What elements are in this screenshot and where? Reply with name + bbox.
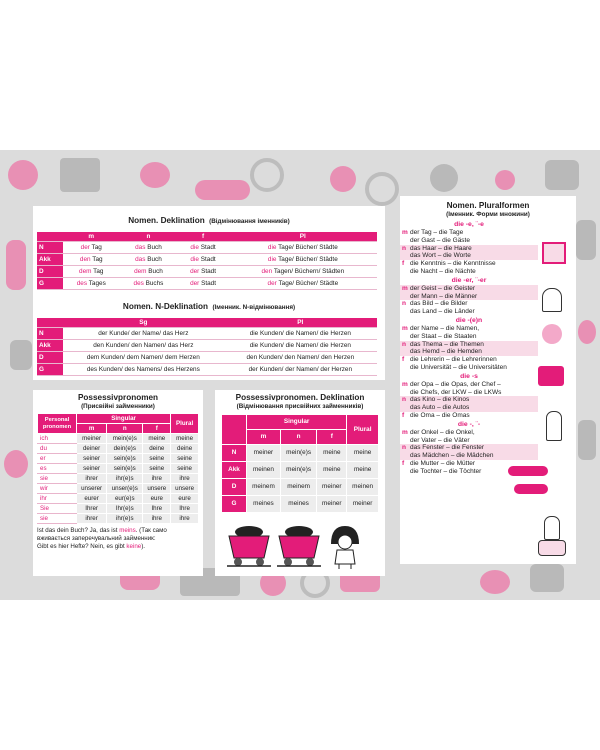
table-row bbox=[37, 328, 377, 340]
ghost-icon bbox=[542, 288, 562, 312]
plural-example: die Nacht – die Nächte bbox=[410, 267, 476, 275]
article: das bbox=[135, 243, 146, 251]
noun-decl-subtitle: (Відмінювання іменників) bbox=[209, 218, 290, 225]
table-cell: meines bbox=[280, 496, 316, 513]
table-row bbox=[38, 444, 199, 454]
noun: Stadt bbox=[199, 279, 217, 287]
table-cell bbox=[229, 254, 377, 266]
plural-row bbox=[400, 412, 538, 420]
plural-example: die Lehrerin – die Lehrerinnen bbox=[410, 356, 497, 364]
article: den bbox=[261, 267, 273, 275]
plural-example: die Tochter – die Töchter bbox=[410, 467, 482, 475]
poss-note: Ist das dein Buch? Ja, das ist meins. (Так само вживається заперечувальний займенник: Gibt es hier Hefte? Nein, es gibt keine). bbox=[37, 527, 167, 550]
plural-example: die Chefs, der LKW – die LKWs bbox=[410, 388, 502, 396]
col-header: f bbox=[177, 232, 228, 242]
table-cell: meine bbox=[317, 462, 347, 479]
noun-decl-title: Nomen. Deklination bbox=[128, 216, 205, 225]
case-label: N bbox=[37, 242, 63, 254]
table-row bbox=[38, 434, 199, 444]
article: der bbox=[80, 243, 90, 251]
table-cell: meiner bbox=[347, 496, 379, 513]
table-cell: sein(e)s bbox=[107, 464, 143, 474]
noun: Tages bbox=[87, 279, 106, 287]
table-row bbox=[37, 242, 377, 254]
table-cell: meiner bbox=[317, 479, 347, 496]
article: der bbox=[267, 279, 277, 287]
table-cell bbox=[120, 254, 178, 266]
col-header: Plural bbox=[171, 414, 199, 434]
noun: Buch bbox=[146, 267, 163, 275]
table-row bbox=[222, 496, 379, 513]
table-cell: ihr(e)s bbox=[107, 474, 143, 484]
decorative-shape bbox=[4, 450, 28, 478]
girl-icon bbox=[544, 516, 560, 540]
cart-icon bbox=[227, 526, 271, 566]
plural-row bbox=[400, 300, 538, 316]
plural-example: die Oma – die Omas bbox=[410, 411, 470, 419]
plural-row bbox=[400, 429, 538, 445]
table-cell bbox=[63, 278, 120, 290]
table-cell: unsere bbox=[171, 484, 199, 494]
table-row bbox=[222, 462, 379, 479]
article: die bbox=[190, 243, 199, 251]
person-icon bbox=[546, 411, 562, 441]
plural-example: das Auto – die Autos bbox=[410, 404, 470, 412]
plural-group-heading: die -e, ¨-e bbox=[454, 221, 484, 228]
col-header: Plural bbox=[347, 415, 379, 445]
table-cell bbox=[120, 278, 178, 290]
table-row bbox=[38, 464, 199, 474]
table-cell: den Kunden/ den Namen/ den Herzen bbox=[224, 352, 377, 364]
case-label: Akk bbox=[37, 340, 63, 352]
table-cell: ihr(e)s bbox=[107, 514, 143, 524]
plural-forms-panel bbox=[400, 196, 576, 564]
miner-icon bbox=[331, 526, 359, 569]
table-cell: unserer bbox=[77, 484, 107, 494]
noun: Tag bbox=[89, 243, 102, 251]
table-cell: meinem bbox=[247, 479, 281, 496]
plural-row bbox=[400, 444, 538, 460]
table-cell: deine bbox=[171, 444, 199, 454]
table-cell: eurer bbox=[77, 494, 107, 504]
case-label: N bbox=[37, 328, 63, 340]
noun: Buchs bbox=[143, 279, 164, 287]
table-cell: seine bbox=[171, 454, 199, 464]
plural-example: das Hemd – die Hemden bbox=[410, 348, 482, 356]
plural-example: das Wort – die Worte bbox=[410, 252, 471, 260]
decorative-shape bbox=[430, 164, 458, 192]
gender-label: n bbox=[402, 244, 406, 252]
case-label: D bbox=[222, 479, 247, 496]
article: der bbox=[190, 267, 200, 275]
noun: Tage/ Bücher/ Städte bbox=[276, 255, 338, 263]
plural-group-heading: die -s bbox=[460, 372, 478, 380]
table-cell: meinen bbox=[247, 462, 281, 479]
table-cell: seine bbox=[143, 454, 171, 464]
personal-pronoun: du bbox=[38, 444, 77, 454]
n-decl-subtitle: (Іменник. N-відмінювання) bbox=[212, 304, 296, 311]
car-icon bbox=[508, 466, 548, 476]
table-cell: mein(e)s bbox=[107, 434, 143, 444]
table-cell bbox=[229, 266, 377, 278]
table-cell: der Kunde/ der Name/ das Herz bbox=[63, 328, 224, 340]
table-cell: Ihre bbox=[171, 504, 199, 514]
table-row bbox=[37, 266, 377, 278]
article: dem bbox=[134, 267, 147, 275]
table-row bbox=[38, 484, 199, 494]
table-cell: meine bbox=[317, 445, 347, 462]
n-declination-table bbox=[37, 318, 377, 376]
table-cell: meiner bbox=[77, 434, 107, 444]
decorative-shape bbox=[6, 240, 26, 290]
table-cell: sein(e)s bbox=[107, 454, 143, 464]
plural-row bbox=[400, 341, 538, 357]
cards-icon bbox=[542, 242, 566, 264]
decorative-shape bbox=[60, 158, 100, 192]
poss-decl-subtitle: (Відмінювання присвійних займенників) bbox=[236, 403, 364, 410]
poss-decl-title: Possessivpronomen. Deklination bbox=[235, 393, 365, 402]
decorative-shape bbox=[10, 340, 32, 370]
table-cell: deiner bbox=[77, 444, 107, 454]
plural-example: die Kenntnis – die Kenntnisse bbox=[410, 260, 496, 268]
table-row bbox=[38, 454, 199, 464]
table-cell bbox=[229, 278, 377, 290]
table-cell: meine bbox=[347, 462, 379, 479]
table-cell: Ihr(e)s bbox=[107, 504, 143, 514]
plural-example: der Onkel – die Onkel, bbox=[410, 428, 475, 436]
table-cell: meinen bbox=[347, 479, 379, 496]
col-header: f bbox=[317, 430, 347, 445]
gender-label: m bbox=[402, 284, 408, 292]
noun: Buch bbox=[145, 243, 162, 251]
table-cell bbox=[63, 266, 120, 278]
table-cell bbox=[177, 242, 228, 254]
table-cell: meiner bbox=[247, 445, 281, 462]
col-header: Pl bbox=[224, 318, 377, 328]
table-cell: meiner bbox=[317, 496, 347, 513]
plural-example: der Opa – die Opas, der Chef – bbox=[410, 380, 501, 388]
noun: Tage/ Bücher/ Städte bbox=[276, 279, 339, 287]
table-row bbox=[38, 514, 199, 524]
col-header: n bbox=[107, 424, 143, 434]
col-header: Sg bbox=[63, 318, 224, 328]
col-header: Singular bbox=[247, 415, 347, 430]
plural-row bbox=[400, 325, 538, 341]
table-cell: ihrer bbox=[77, 474, 107, 484]
table-cell: des Kunden/ des Namens/ des Herzens bbox=[63, 364, 224, 376]
plural-row bbox=[400, 396, 538, 412]
table-cell: dein(e)s bbox=[107, 444, 143, 454]
noun: Stadt bbox=[198, 255, 216, 263]
case-label: G bbox=[37, 278, 63, 290]
plural-group-heading: die -(e)n bbox=[455, 316, 483, 324]
table-cell: meine bbox=[347, 445, 379, 462]
plural-example: der Geist – die Geister bbox=[410, 284, 476, 292]
table-cell: Ihre bbox=[143, 504, 171, 514]
table-cell: den Kunden/ den Namen/ das Herz bbox=[63, 340, 224, 352]
decorative-shape bbox=[578, 320, 596, 344]
table-cell: die Kunden/ die Namen/ die Herzen bbox=[224, 340, 377, 352]
table-row bbox=[37, 340, 377, 352]
case-label: G bbox=[37, 364, 63, 376]
decorative-shape bbox=[195, 180, 250, 200]
gender-label: m bbox=[402, 380, 408, 388]
noun: Buch bbox=[145, 255, 162, 263]
plural-example: das Bild – die Bilder bbox=[410, 300, 468, 308]
table-cell: ihre bbox=[171, 514, 199, 524]
table-row bbox=[38, 474, 199, 484]
col-header: m bbox=[77, 424, 107, 434]
table-cell bbox=[177, 254, 228, 266]
article: das bbox=[135, 255, 146, 263]
plural-subtitle: (Іменник. Форми множини) bbox=[446, 211, 530, 218]
table-cell: seiner bbox=[77, 464, 107, 474]
case-label: D bbox=[37, 266, 63, 278]
table-cell: eur(e)s bbox=[107, 494, 143, 504]
mine-cart-illustration bbox=[221, 524, 381, 570]
decorative-shape bbox=[330, 166, 356, 192]
article: der bbox=[190, 279, 200, 287]
plural-list bbox=[400, 220, 538, 476]
gender-label: m bbox=[402, 229, 408, 236]
article: dem bbox=[79, 267, 92, 275]
table-cell bbox=[63, 254, 120, 266]
decorative-shape bbox=[576, 220, 596, 260]
plural-example: das Fenster – die Fenster bbox=[410, 444, 485, 452]
personal-pronoun: Sie bbox=[38, 504, 77, 514]
table-cell bbox=[177, 278, 228, 290]
col-header: m bbox=[63, 232, 120, 242]
gender-label: n bbox=[402, 300, 406, 308]
col-header: Personal pronomen bbox=[38, 414, 77, 434]
col-header: Pl bbox=[229, 232, 377, 242]
table-cell: meinem bbox=[280, 479, 316, 496]
table-cell: seine bbox=[143, 464, 171, 474]
plural-row bbox=[400, 229, 538, 245]
noun: Stadt bbox=[199, 267, 217, 275]
decorative-shape bbox=[365, 172, 399, 206]
decorative-shape bbox=[250, 158, 284, 192]
car-icon bbox=[514, 484, 548, 494]
plural-example: die Universität – die Universitäten bbox=[410, 363, 507, 371]
decorative-shape bbox=[140, 162, 170, 188]
table-cell: ihre bbox=[143, 514, 171, 524]
table-cell bbox=[229, 242, 377, 254]
plural-example: der Gast – die Gäste bbox=[410, 236, 470, 244]
personal-pronoun: er bbox=[38, 454, 77, 464]
table-row bbox=[38, 504, 199, 514]
table-cell bbox=[120, 266, 178, 278]
col-header: n bbox=[280, 430, 316, 445]
personal-pronoun: ich bbox=[38, 434, 77, 444]
case-label: G bbox=[222, 496, 247, 513]
table-cell: seine bbox=[171, 464, 199, 474]
table-cell: ihre bbox=[171, 474, 199, 484]
decorative-shape bbox=[545, 160, 579, 190]
table-row bbox=[222, 445, 379, 462]
plural-example: das Kino – die Kinos bbox=[410, 396, 470, 404]
plural-title: Nomen. Pluralformen bbox=[446, 201, 530, 210]
plural-example: das Mädchen – die Mädchen bbox=[410, 452, 494, 460]
personal-pronoun: sie bbox=[38, 474, 77, 484]
gender-label: n bbox=[402, 444, 406, 452]
possessive-declination-table bbox=[221, 414, 379, 513]
possessive-pronoun-table bbox=[37, 413, 199, 524]
table-cell bbox=[177, 266, 228, 278]
table-row bbox=[37, 352, 377, 364]
col-header: m bbox=[247, 430, 281, 445]
possessive-pronoun-panel bbox=[33, 390, 203, 576]
article: die bbox=[267, 243, 277, 251]
table-cell: seiner bbox=[77, 454, 107, 464]
article: den bbox=[79, 255, 91, 263]
plural-example: der Mann – die Männer bbox=[410, 292, 478, 300]
gender-label: f bbox=[402, 459, 405, 467]
decorative-shape bbox=[8, 160, 38, 190]
plural-group-heading: die -, ¨- bbox=[457, 420, 481, 428]
illustration-column bbox=[536, 236, 570, 556]
table-cell: der Kunden/ der Namen/ der Herzen bbox=[224, 364, 377, 376]
noun-declination-table bbox=[37, 232, 377, 290]
family-icon bbox=[538, 540, 566, 556]
case-label: Akk bbox=[222, 462, 247, 479]
decorative-shape bbox=[578, 420, 596, 460]
noun: Tagen/ Büchern/ Städten bbox=[272, 267, 345, 275]
decorative-shape bbox=[530, 564, 564, 592]
table-cell: dem Kunden/ dem Namen/ dem Herzen bbox=[63, 352, 224, 364]
article: des bbox=[76, 279, 88, 287]
plural-example: der Vater – die Väter bbox=[410, 436, 470, 444]
article: die bbox=[190, 255, 199, 263]
article: des bbox=[133, 279, 144, 287]
decorative-shape bbox=[480, 570, 510, 594]
plural-row bbox=[400, 356, 538, 372]
gender-label: m bbox=[402, 324, 408, 332]
personal-pronoun: sie bbox=[38, 514, 77, 524]
table-cell: ihrer bbox=[77, 514, 107, 524]
personal-pronoun: wir bbox=[38, 484, 77, 494]
table-row bbox=[37, 364, 377, 376]
table-cell: die Kunden/ die Namen/ die Herzen bbox=[224, 328, 377, 340]
globe-icon bbox=[542, 324, 562, 344]
n-decl-title: Nomen. N-Deklination bbox=[122, 302, 208, 311]
table-cell: eure bbox=[143, 494, 171, 504]
plural-example: der Tag – die Tage bbox=[410, 229, 464, 236]
case-label: D bbox=[37, 352, 63, 364]
noun-declination-panel bbox=[33, 206, 385, 380]
plural-example: der Name – die Namen, bbox=[410, 324, 480, 332]
table-row bbox=[37, 278, 377, 290]
cart-icon bbox=[277, 526, 321, 566]
personal-pronoun: es bbox=[38, 464, 77, 474]
col-header: n bbox=[120, 232, 178, 242]
shirt-icon bbox=[538, 366, 564, 386]
table-cell: deine bbox=[143, 444, 171, 454]
case-label: Akk bbox=[37, 254, 63, 266]
possessive-declination-panel bbox=[215, 390, 385, 576]
table-cell: meine bbox=[143, 434, 171, 444]
poss-subtitle: (Присвійні займенники) bbox=[81, 403, 155, 410]
plural-row bbox=[400, 245, 538, 261]
gender-label: f bbox=[402, 260, 405, 268]
noun: Tage/ Bücher/ Städte bbox=[276, 243, 338, 251]
table-cell bbox=[63, 242, 120, 254]
plural-example: der Staat – die Staaten bbox=[410, 332, 477, 340]
col-header: f bbox=[143, 424, 171, 434]
gender-label: f bbox=[402, 356, 405, 364]
plural-example: das Haar – die Haare bbox=[410, 244, 472, 252]
table-row bbox=[38, 494, 199, 504]
table-cell: unsere bbox=[143, 484, 171, 494]
noun: Tag bbox=[91, 267, 104, 275]
gender-label: f bbox=[402, 411, 405, 419]
personal-pronoun: ihr bbox=[38, 494, 77, 504]
table-row bbox=[222, 479, 379, 496]
gender-label: m bbox=[402, 428, 408, 436]
table-cell: meine bbox=[171, 434, 199, 444]
plural-example: das Land – die Länder bbox=[410, 308, 475, 316]
table-cell: meines bbox=[247, 496, 281, 513]
case-label: N bbox=[222, 445, 247, 462]
plural-row bbox=[400, 381, 538, 397]
plural-group-heading: die -er, ¨-er bbox=[451, 276, 487, 284]
plural-example: die Mutter – die Mütter bbox=[410, 459, 476, 467]
noun: Tag bbox=[90, 255, 103, 263]
table-cell: unser(e)s bbox=[107, 484, 143, 494]
col-header: Singular bbox=[77, 414, 171, 424]
decorative-shape bbox=[495, 170, 515, 190]
table-cell: mein(e)s bbox=[280, 462, 316, 479]
gender-label: n bbox=[402, 396, 406, 404]
table-cell: mein(e)s bbox=[280, 445, 316, 462]
table-cell: eure bbox=[171, 494, 199, 504]
plural-example: das Thema – die Themen bbox=[410, 340, 484, 348]
table-cell bbox=[120, 242, 178, 254]
plural-row bbox=[400, 260, 538, 276]
table-row bbox=[37, 254, 377, 266]
table-cell: Ihrer bbox=[77, 504, 107, 514]
article: die bbox=[267, 255, 277, 263]
table-cell: ihre bbox=[143, 474, 171, 484]
poss-title: Possessivpronomen bbox=[77, 393, 159, 402]
noun: Stadt bbox=[198, 243, 216, 251]
gender-label: n bbox=[402, 340, 406, 348]
plural-row bbox=[400, 285, 538, 301]
